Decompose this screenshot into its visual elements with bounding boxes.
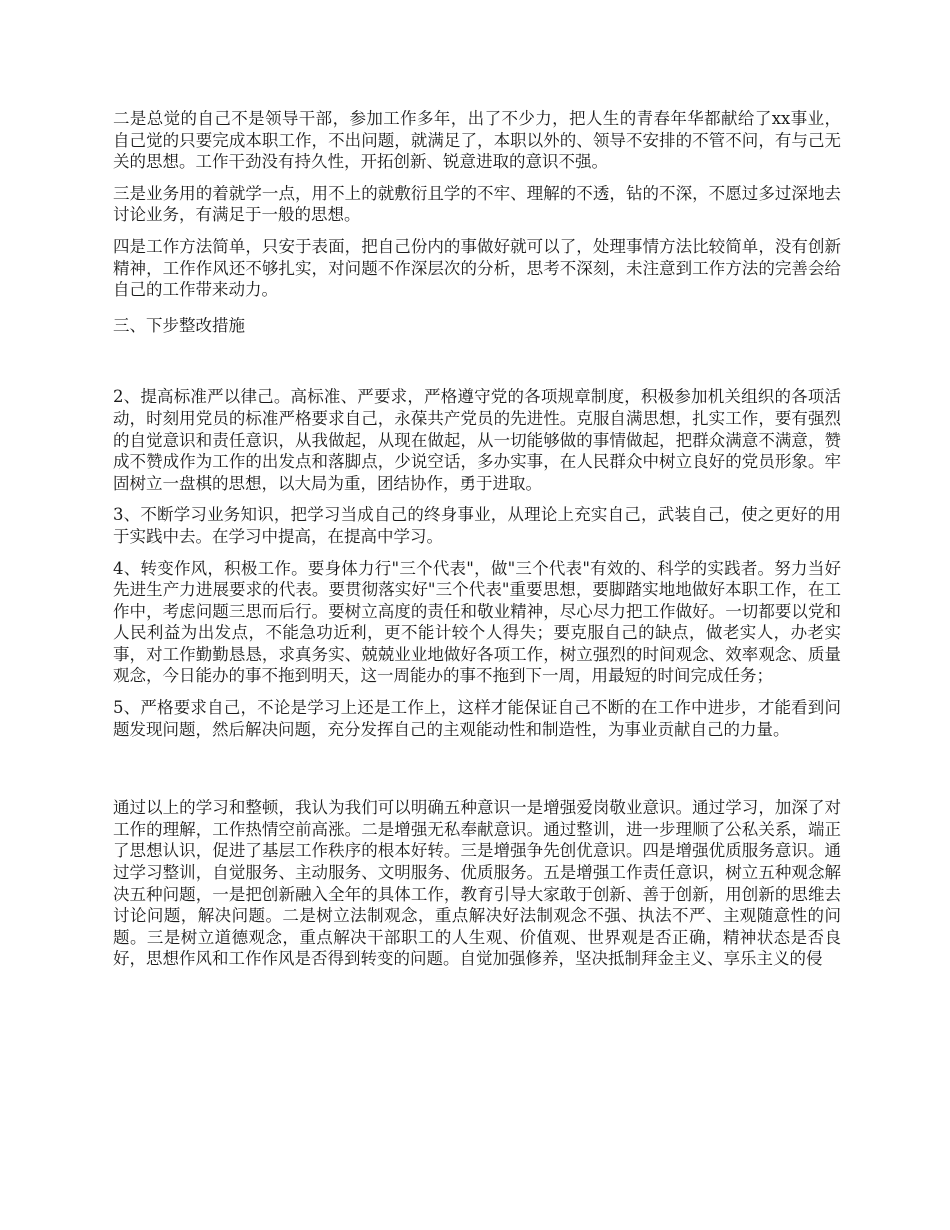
paragraph-third-issue: 三是业务用的着就学一点，用不上的就敷衍且学的不牢、理解的不透，钻的不深，不愿过多过深地去讨论业务，有满足于一般的思想。 (113, 183, 841, 225)
paragraph-measure-2: 2、提高标准严以律己。高标准、严要求，严格遵守党的各项规章制度，积极参加机关组织的各项活动，时刻用党员的标准严格要求自己，永葆共产党员的先进性。克服自满思想，扎实工作，要有强烈的自觉意识和责任意识，从我做起，从现在做起，从一切能够做的事情做起，把群众满意不满意，赞成不赞成作为工作的出发点和落脚点，少说空话，多办实事，在人民群众中树立良好的党员形象。牢固树立一盘棋的思想，以大局为重，团结协作，勇于进取。 (113, 387, 841, 493)
paragraph-summary: 通过以上的学习和整顿，我认为我们可以明确五种意识一是增强爱岗敬业意识。通过学习，加深了对工作的理解，工作热情空前高涨。二是增强无私奉献意识。通过整训，进一步理顺了公私关系，端正了思想认识，促进了基层工作秩序的根本好转。三是增强争先创优意识。四是增强优质服务意识。通过学习整训，自觉服务、主动服务、文明服务、优质服务。五是增强工作责任意识，树立五种观念解决五种问题，一是把创新融入全年的具体工作，教育引导大家敢于创新、善于创新，用创新的思维去讨论问题，解决问题。二是树立法制观念，重点解决好法制观念不强、执法不严、主观随意性的问题。三是树立道德观念，重点解决干部职工的人生观、价值观、世界观是否正确，精神状态是否良好，思想作风和工作作风是否得到转变的问题。自觉加强修养，坚决抵制拜金主义、享乐主义的侵 (113, 798, 841, 969)
paragraph-measure-5: 5、严格要求自己，不论是学习上还是工作上，这样才能保证自己不断的在工作中进步，才能看到问题发现问题，然后解决问题，充分发挥自己的主观能动性和制造性，为事业贡献自己的力量。 (113, 698, 841, 739)
spacer (113, 687, 841, 697)
document-page (113, 108, 841, 970)
spacer (113, 740, 841, 797)
spacer (113, 494, 841, 504)
paragraph-second-issue: 二是总觉的自己不是领导干部，参加工作多年，出了不少力，把人生的青春年华都献给了xx事业，自己觉的只要完成本职工作，不出问题，就满足了，本职以外的、领导不安排的不管不问，有与己无关的思想。工作干劲没有持久性，开拓创新、锐意进取的意识不强。 (113, 109, 841, 172)
paragraph-measure-3: 3、不断学习业务知识，把学习当成自己的终身事业，从理论上充实自己，武装自己，使之更好的用于实践中去。在学习中提高，在提高中学习。 (113, 505, 841, 546)
spacer (113, 301, 841, 315)
section-heading: 三、下步整改措施 (113, 315, 245, 335)
paragraph-fourth-issue: 四是工作方法简单，只安于表面，把自己份内的事做好就可以了，处理事情方法比较简单，没有创新精神，工作作风还不够扎实，对问题不作深层次的分析，思考不深刻，未注意到工作方法的完善会给自己的工作带来动力。 (113, 236, 841, 300)
spacer (113, 336, 841, 386)
paragraph-measure-4: 4、转变作风，积极工作。要身体力行"三个代表"，做"三个代表"有效的、科学的实践者。努力当好先进生产力进展要求的代表。要贯彻落实好"三个代表"重要思想，要脚踏实地地做好本职工作，在工作中，考虑问题三思而后行。要树立高度的责任和敬业精神，尽心尽力把工作做好。一切都要以党和人民利益为出发点，不能急功近利，更不能计较个人得失；要克服自己的缺点，做老实人，办老实事，对工作勤勤恳恳，求真务实、兢兢业业地做好各项工作，树立强烈的时间观念、效率观念、质量观念，今日能办的事不拖到明天，这一周能办的事不拖到下一周，用最短的时间完成任务； (113, 558, 841, 686)
spacer (113, 548, 841, 558)
spacer (113, 226, 841, 236)
spacer (113, 173, 841, 183)
